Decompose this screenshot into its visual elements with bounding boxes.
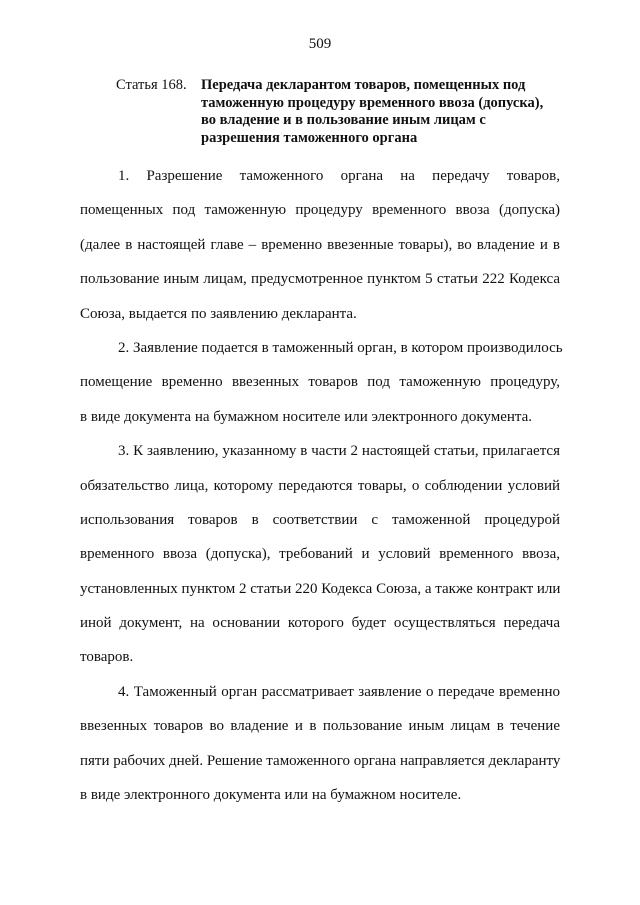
- paragraph-line: временного ввоза (допуска), требований и условий временного ввоза,: [80, 546, 560, 563]
- paragraph-line: иной документ, на основании которого будет осуществляться передача: [80, 615, 560, 632]
- article-label: Статья 168.: [116, 77, 187, 93]
- paragraph-line: помещение временно ввезенных товаров под таможенную процедуру,: [80, 374, 560, 391]
- paragraph-line: пяти рабочих дней. Решение таможенного органа направляется декларанту: [80, 752, 561, 769]
- page-number: 509: [308, 36, 332, 52]
- paragraph-line: установленных пунктом 2 статьи 220 Кодекса Союза, а также контракт или: [80, 580, 561, 597]
- article-title-line: во владение и в пользование иным лицам с: [201, 112, 486, 128]
- paragraph-line: товаров.: [80, 649, 134, 666]
- paragraph-line: 3. К заявлению, указанному в части 2 настоящей статьи, прилагается: [118, 443, 560, 460]
- paragraph-line: использования товаров в соответствии с таможенной процедурой: [80, 511, 560, 528]
- paragraph-line: Союза, выдается по заявлению декларанта.: [80, 305, 357, 322]
- paragraph-line: 2. Заявление подается в таможенный орган, в котором производилось: [118, 339, 563, 356]
- paragraph-2: [80, 331, 563, 434]
- paragraph-line: 4. Таможенный орган рассматривает заявление о передаче временно: [118, 683, 560, 700]
- paragraph-line: (далее в настоящей главе – временно ввезенные товары), во владение и в: [80, 236, 560, 253]
- paragraph-line: 1. Разрешение таможенного органа на передачу товаров,: [118, 168, 560, 184]
- paragraph-4: [80, 675, 560, 813]
- paragraph-line: ввезенных товаров во владение и в пользование иным лицам в течение: [80, 718, 560, 735]
- paragraph-line: обязательство лица, которому передаются товары, о соблюдении условий: [80, 477, 560, 494]
- paragraph-line: пользование иным лицам, предусмотренное пунктом 5 статьи 222 Кодекса: [80, 271, 560, 288]
- paragraph-line: в виде электронного документа или на бумажном носителе.: [80, 787, 462, 804]
- paragraph-1: [80, 159, 560, 331]
- paragraph-line: помещенных под таможенную процедуру временного ввоза (допуска): [80, 202, 560, 219]
- article-title-line: Передача декларантом товаров, помещенных под: [201, 77, 526, 93]
- article-title-line: разрешения таможенного органа: [201, 129, 418, 146]
- article-title-line: таможенную процедуру временного ввоза (допуска),: [201, 94, 544, 111]
- article-body: [80, 159, 563, 812]
- paragraph-line: в виде документа на бумажном носителе или электронного документа.: [80, 408, 533, 425]
- article-title: [201, 77, 576, 147]
- paragraph-3: [80, 434, 560, 675]
